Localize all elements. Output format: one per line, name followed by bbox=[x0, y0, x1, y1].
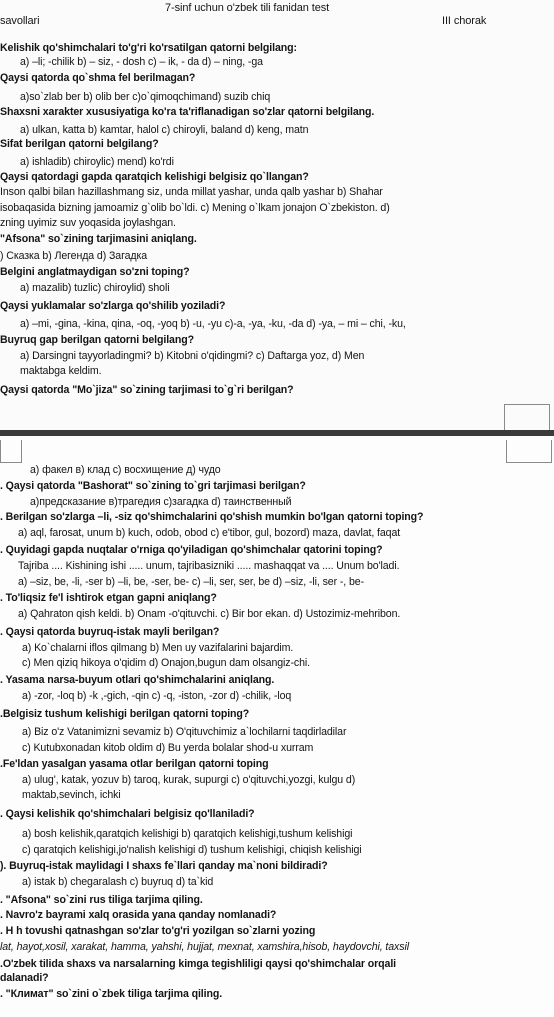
question-text: . Navro'z bayrami xalq orasida yana qanday nomlanadi? bbox=[0, 909, 277, 921]
answer-options: a) -zor, -loq b) -k ,-gich, -qin c) -q, -iston, -zor d) -chilik, -loq bbox=[22, 690, 292, 702]
answer-options: a) факел в) клад c) восхищение д) чудо bbox=[30, 464, 221, 476]
test-page-2 bbox=[0, 436, 554, 1017]
question-text: . "Afsona" so`zini rus tiliga tarjima qiling. bbox=[0, 894, 203, 906]
answer-options: isobaqasida bizning jamoamiz g`olib bo`ldi. c) Mening o`lkam jonajon O`zbekiston. d) bbox=[0, 202, 390, 214]
question-text: . Quyidagi gapda nuqtalar o'rniga qo'yiladigan qo'shimchalar qatorini toping? bbox=[0, 544, 383, 556]
answer-options: c) qaratqich kelishigi,jo'nalish kelishigi d) tushum kelishigi, chiqish kelishigi bbox=[22, 844, 362, 856]
question-text: . Qaysi qatorda "Bashorat" so`zining to`gri tarjimasi berilgan? bbox=[0, 480, 306, 492]
answer-options: a) ishladib) chiroylic) mend) ko'rdi bbox=[20, 156, 174, 168]
answer-options: Inson qalbi bilan hazillashmang siz, unda millat yashar, unda qalb yashar b) Shahar bbox=[0, 186, 383, 198]
answer-options: a) –li; -chilik b) – siz, - dosh c) – ik, - da d) – ning, -ga bbox=[20, 56, 263, 68]
question-text: .O'zbek tilida shaxs va narsalarning kimga tegishliligi qaysi qo'shimchalar orqali bbox=[0, 958, 397, 970]
quarter-label: III chorak bbox=[442, 15, 487, 27]
question-text: Qaysi yuklamalar so'zlarga qo'shilib yoziladi? bbox=[0, 300, 226, 312]
question-text: . Berilgan so'zlarga –li, -siz qo'shimchalarini qo'shish mumkin bo'lgan qatorni toping? bbox=[0, 511, 424, 523]
answer-options: a) mazalib) tuzlic) chiroylid) sholi bbox=[20, 282, 170, 294]
question-text: . Yasama narsa-buyum otlari qo'shimchalarini aniqlang. bbox=[0, 674, 275, 686]
answer-options: a) ulkan, katta b) kamtar, halol c) chiroyli, baland d) keng, matn bbox=[20, 124, 309, 136]
answer-options: a) bosh kelishik,qaratqich kelishigi b) qaratqich kelishigi,tushum kelishigi bbox=[22, 828, 353, 840]
answer-options: c) Men qiziq hikoya o'qidim d) Onajon,bugun dam olsangiz-chi. bbox=[22, 657, 310, 669]
question-text: Kelishik qo'shimchalari to'g'ri ko'rsatilgan qatorni belgilang: bbox=[0, 42, 297, 54]
question-text: . Qaysi kelishik qo'shimchalari belgisiz qo'llaniladi? bbox=[0, 808, 255, 820]
answer-options: ) Сказка b) Легенда d) Загадка bbox=[0, 250, 148, 262]
answer-options: a) Darsingni tayyorladingmi? b) Kitobni o'qidingmi? c) Daftarga yoz, d) Men bbox=[20, 350, 365, 362]
question-text: dalanadi? bbox=[0, 972, 49, 984]
answer-options: lat, hayot,xosil, xarakat, hamma, yahshi, hujjat, mexnat, xamshira,hisob, haydovchi, taxsil bbox=[0, 941, 409, 953]
answer-options: c) Kutubxonadan kitob oldim d) Bu yerda bolalar shod-u xurram bbox=[22, 742, 314, 754]
answer-options: maktabga keldim. bbox=[20, 365, 102, 377]
answer-box-right bbox=[504, 404, 550, 431]
answer-options: a) aql, farosat, unum b) kuch, odob, obod c) e'tibor, gul, bozord) maza, davlat, faqat bbox=[18, 527, 401, 539]
question-text: Buyruq gap berilgan qatorni belgilang? bbox=[0, 334, 194, 346]
answer-options: a) istak b) chegaralash c) buyruq d) ta`kid bbox=[22, 876, 214, 888]
question-text: . Qaysi qatorda buyruq-istak mayli berilgan? bbox=[0, 626, 220, 638]
question-text: Qaysi qatorda qo`shma fel berilmagan? bbox=[0, 72, 196, 84]
test-page-1 bbox=[0, 0, 554, 436]
answer-options: a) –mi, -gina, -kina, qina, -oq, -yoq b) -u, -yu c)-a, -ya, -ku, -da d) -ya, – mi – chi, -ku, bbox=[20, 318, 406, 330]
question-text: Shaxsni xarakter xususiyatiga ko'ra ta'riflanadigan so'zlar qatorni belgilang. bbox=[0, 106, 375, 118]
answer-options: a) ulug', katak, yozuv b) taroq, kurak, supurgi c) o'qituvchi,yozgi, kulgu d) bbox=[22, 774, 356, 786]
answer-options: a) Biz o'z Vatanimizni sevamiz b) O'qituvchimiz a`lochilarni taqdirladilar bbox=[22, 726, 347, 738]
answer-options: a) Qahraton qish keldi. b) Onam -o'qituvchi. c) Bir bor ekan. d) Ustozimiz-mehribon. bbox=[18, 608, 401, 620]
question-text: .Belgisiz tushum kelishigi berilgan qatorni toping? bbox=[0, 708, 250, 720]
answer-options: maktab,sevinch, ichki bbox=[22, 789, 121, 801]
answer-box-left bbox=[0, 440, 22, 463]
answer-options: a) –siz, be, -li, -ser b) –li, be, -ser, be- c) –li, ser, ser, be d) –siz, -li, ser -, be- bbox=[18, 576, 364, 588]
question-text: . H h tovushi qatnashgan so'zlar to'g'ri yozilgan so`zlarni yozing bbox=[0, 925, 316, 937]
question-text: Qaysi qatordagi gapda qaratqich kelishigi belgisiz qo`llangan? bbox=[0, 171, 309, 183]
question-text: Qaysi qatorda "Mo`jiza" so`zining tarjimasi to`g`ri berilgan? bbox=[0, 384, 294, 396]
question-text: Sifat berilgan qatorni belgilang? bbox=[0, 138, 159, 150]
answer-box-right-2 bbox=[506, 440, 552, 463]
answer-options: zning uyimiz suv yoqasida joylashgan. bbox=[0, 217, 176, 229]
question-text: Belgini anglatmaydigan so'zni toping? bbox=[0, 266, 190, 278]
answer-options: a) Ko`chalarni iflos qilmang b) Men uy vazifalarini bajardim. bbox=[22, 642, 294, 654]
header-left-label: savollari bbox=[0, 15, 40, 27]
answer-options: a)предсказание в)трагедия c)загадка d) таинственный bbox=[30, 496, 292, 508]
question-text: . "Климат" so`zini o`zbek tiliga tarjima qiling. bbox=[0, 988, 223, 1000]
question-text: .Fe'ldan yasalgan yasama otlar berilgan qatorni toping bbox=[0, 758, 269, 770]
question-text: "Afsona" so`zining tarjimasini aniqlang. bbox=[0, 233, 197, 245]
question-text: ). Buyruq-istak maylidagi I shaxs fe`llari qanday ma`noni bildiradi? bbox=[0, 860, 328, 872]
answer-options: a)so`zlab ber b) olib ber c)o`qimoqchimand) suzib chiq bbox=[20, 91, 271, 103]
test-title: 7-sinf uchun o'zbek tili fanidan test bbox=[165, 2, 330, 14]
question-text: . To'liqsiz fe'l ishtirok etgan gapni aniqlang? bbox=[0, 592, 217, 604]
answer-options: Tajriba .... Kishining ishi ..... unum, tajribasizniki ..... mashaqqat va .... Unum bo'ladi. bbox=[18, 560, 400, 572]
